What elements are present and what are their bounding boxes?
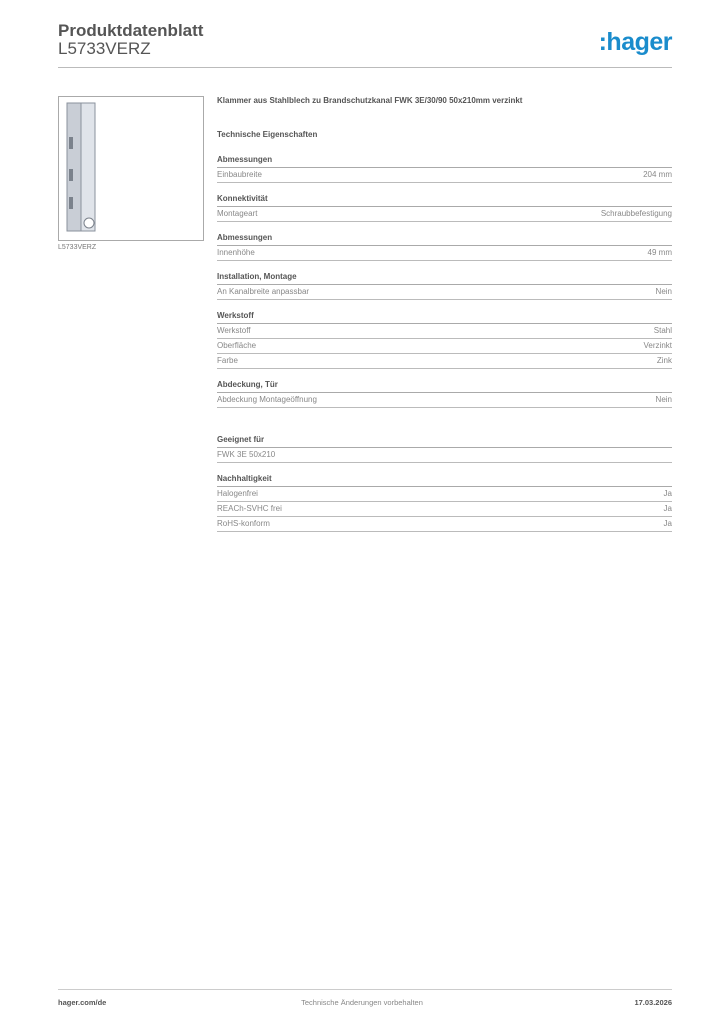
page-title: Produktdatenblatt [58,21,204,40]
spec-value: Nein [655,287,672,296]
spec-section [217,231,672,261]
spec-row [217,168,672,183]
image-caption: L5733VERZ [58,244,97,251]
spec-label: RoHS-konform [217,519,270,528]
spec-label: Oberfläche [217,341,257,350]
spec-section [217,192,672,222]
spec-value: 49 mm [647,248,672,257]
spec-row [217,354,672,369]
product-image [58,96,204,241]
spec-label: REACh-SVHC frei [217,504,282,513]
spec-value: Ja [663,504,672,513]
spec-label: Werkstoff [217,326,251,335]
footer-divider [58,989,672,990]
footer-notice: Technische Änderungen vorbehalten [301,998,423,1007]
spec-section [217,433,672,463]
spec-section [217,378,672,408]
spec-label: Abdeckung Montageöffnung [217,395,317,404]
spec-value: Ja [663,489,672,498]
spec-section [217,309,672,369]
spec-row [217,502,672,517]
spec-row [217,246,672,261]
spec-row [217,487,672,502]
spec-section [217,153,672,183]
section-heading: Nachhaltigkeit [217,472,672,487]
spec-row [217,207,672,222]
spec-section [217,472,672,532]
spec-value: 204 mm [643,170,672,179]
footer-date: 17.03.2026 [634,998,672,1007]
spec-section [217,270,672,300]
product-code: L5733VERZ [58,39,151,58]
section-heading: Geeignet für [217,433,672,448]
spec-row [217,448,672,463]
spec-label: An Kanalbreite anpassbar [217,287,310,296]
spec-value: Schraubbefestigung [600,209,672,218]
spec-label: Montageart [217,209,258,218]
spec-row [217,285,672,300]
section-heading: Konnektivität [217,192,672,207]
section-heading: Abmessungen [217,153,672,168]
spec-row [217,339,672,354]
spec-label: Innenhöhe [217,248,255,257]
spec-value: Zink [656,356,672,365]
spec-column [217,96,672,532]
section-heading: Werkstoff [217,309,672,324]
spec-row [217,324,672,339]
header-divider [58,67,672,68]
spec-value: Ja [663,519,672,528]
spec-row [217,393,672,408]
section-heading: Abdeckung, Tür [217,378,672,393]
product-description: Klammer aus Stahlblech zu Brandschutzkanal FWK 3E/30/90 50x210mm verzinkt [217,96,523,105]
section-heading: Installation, Montage [217,270,672,285]
spec-value: Nein [655,395,672,404]
hager-logo: :hager [598,28,672,56]
spec-value: Verzinkt [643,341,672,350]
spec-label: Einbaubreite [217,170,262,179]
tech-heading: Technische Eigenschaften [217,130,318,139]
spec-row [217,517,672,532]
footer-website[interactable]: hager.com/de [58,998,107,1007]
spec-label: Halogenfrei [217,489,258,498]
section-heading: Abmessungen [217,231,672,246]
spec-label: FWK 3E 50x210 [217,450,276,459]
spec-label: Farbe [217,356,238,365]
spec-value: Stahl [653,326,672,335]
